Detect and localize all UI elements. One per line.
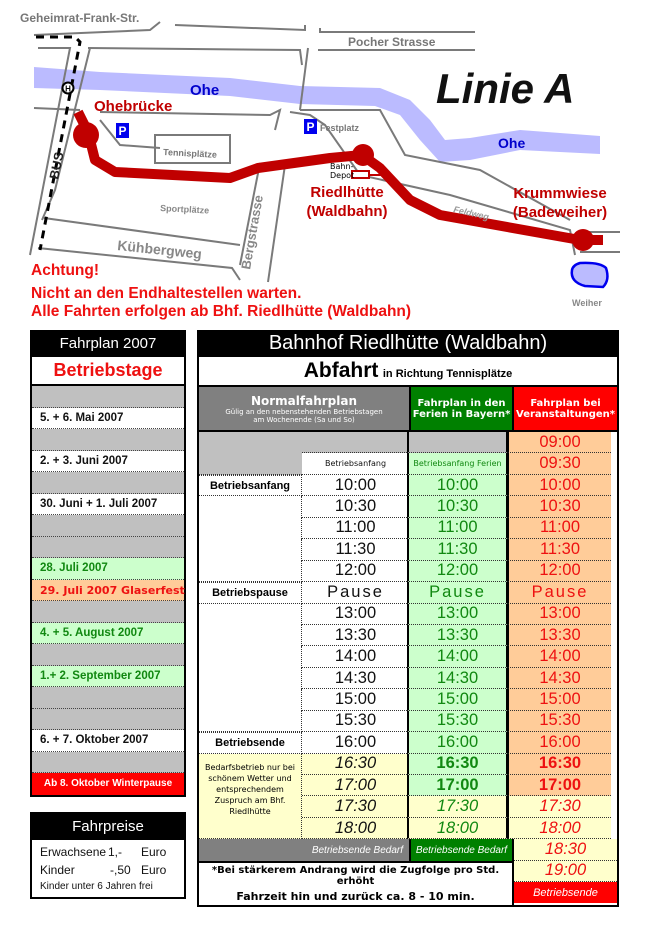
header-holiday-line1: Fahrplan in den — [417, 397, 506, 409]
event-time: 11:00 — [508, 518, 611, 539]
header-holiday — [409, 387, 514, 430]
normal-time: 17:30 — [302, 796, 409, 817]
normal-time: 10:30 — [302, 496, 409, 517]
fares-title: Fahrpreise — [32, 814, 184, 840]
event-time: 09:30 — [508, 453, 611, 474]
event-extra-column — [512, 839, 617, 904]
row-label: Betriebspause — [199, 582, 302, 603]
timetable — [197, 330, 619, 907]
calendar-spacer-row — [32, 644, 184, 666]
event-time: 13:30 — [508, 625, 611, 646]
travel-time: Fahrzeit hin und zurück ca. 8 - 10 min. — [236, 890, 475, 903]
operating-day-row: 1.+ 2. September 2007 — [32, 666, 184, 688]
fare-adult-label: Erwachsene — [40, 845, 107, 859]
operating-day-row: Ab 8. Oktober Winterpause — [32, 773, 184, 795]
calendar-spacer-row — [32, 386, 184, 408]
station-krummwiese-marker — [572, 229, 594, 251]
normal-time: 15:30 — [302, 711, 409, 732]
station-riedl-label-1: Riedlhütte — [310, 184, 384, 201]
warning-title: Achtung! — [31, 262, 100, 279]
operating-days-table — [30, 330, 186, 797]
demand-end-normal: Betriebsende Bedarf — [199, 839, 409, 860]
station-krumm-label-1: Krummwiese — [513, 185, 607, 202]
bus-label: BUS — [46, 150, 67, 181]
event-end-label: Betriebsende — [514, 882, 617, 903]
event-time-1900: 19:00 — [514, 861, 617, 882]
fares-box — [30, 812, 186, 899]
svg-text:P: P — [118, 124, 127, 138]
warning-line-2: Alle Fahrten erfolgen ab Bhf. Riedlhütte (Waldbahn) — [31, 303, 412, 320]
normal-time — [302, 432, 409, 453]
timetable-row — [199, 453, 617, 474]
event-time: 11:30 — [508, 539, 611, 560]
timetable-footer — [199, 839, 617, 904]
holiday-time — [407, 432, 508, 453]
timetable-notes — [199, 839, 512, 904]
row-label — [199, 689, 302, 710]
event-time: 13:00 — [508, 604, 611, 625]
event-time-1830: 18:30 — [514, 839, 617, 860]
holiday-time: 17:00 — [407, 775, 508, 796]
holiday-time: 11:00 — [407, 518, 508, 539]
event-time: 09:00 — [508, 432, 611, 453]
fare-child — [32, 861, 184, 879]
row-label — [199, 539, 302, 560]
fare-child-currency: Euro — [141, 863, 167, 877]
calendar-spacer-row — [32, 515, 184, 537]
header-event — [514, 387, 617, 430]
event-time: 17:00 — [508, 775, 611, 796]
timetable-row — [199, 432, 617, 453]
place-sport: Sportplätze — [159, 203, 210, 216]
timetable-row — [199, 539, 617, 560]
holiday-time: 13:30 — [407, 625, 508, 646]
calendar-spacer-row — [32, 687, 184, 709]
calendar-spacer-row — [32, 472, 184, 494]
normal-time: Pause — [302, 582, 409, 603]
holiday-time: 10:00 — [407, 475, 508, 496]
river-label-2: Ohe — [498, 135, 526, 151]
station-ohebruecke-marker — [73, 122, 99, 148]
warning-line-1: Nicht an den Endhaltestellen warten. — [31, 285, 302, 302]
timetable-row — [199, 625, 617, 646]
holiday-time: 14:00 — [407, 646, 508, 667]
timetable-body — [199, 432, 617, 839]
row-label: Betriebsanfang — [199, 475, 302, 496]
holiday-time: 11:30 — [407, 539, 508, 560]
normal-time: 11:30 — [302, 539, 409, 560]
station-ohebruecke-label: Ohebrücke — [94, 98, 173, 115]
operating-day-row: 5. + 6. Mai 2007 — [32, 408, 184, 430]
timetable-row — [199, 604, 617, 625]
timetable-header-row — [199, 387, 617, 432]
row-label — [199, 711, 302, 732]
street-kuehberg: Kühbergweg — [116, 237, 203, 262]
departure-heading — [199, 357, 617, 387]
row-label: Betriebsende — [199, 732, 302, 753]
normal-time: 18:00 — [302, 818, 409, 839]
place-festplatz: Festplatz — [320, 123, 360, 133]
holiday-time: 12:00 — [407, 561, 508, 582]
row-label — [199, 561, 302, 582]
event-time: 16:30 — [508, 754, 611, 775]
fare-child-label: Kinder — [40, 863, 75, 877]
header-holiday-line2: Ferien in Bayern* — [412, 408, 511, 420]
header-event-line1: Fahrplan bei — [530, 397, 601, 409]
pond-weiher — [572, 263, 608, 287]
calendar-spacer-row — [32, 601, 184, 623]
event-time: Pause — [508, 582, 611, 603]
street-geheimrat: Geheimrat-Frank-Str. — [20, 11, 140, 25]
operating-day-row: 4. + 5. August 2007 — [32, 623, 184, 645]
station-krumm-label-2: (Badeweiher) — [512, 204, 608, 221]
holiday-time: Betriebsanfang Ferien — [407, 453, 508, 474]
depot-label-1: Bahn- — [330, 162, 354, 171]
street-berg: Bergstrasse — [238, 193, 267, 271]
timetable-row — [199, 518, 617, 539]
event-time: 10:30 — [508, 496, 611, 517]
depot-label-2: Depot — [330, 171, 355, 180]
calendar-subtitle: Betriebstage — [32, 357, 184, 386]
calendar-spacer-row — [32, 752, 184, 774]
bus-stop-letter: H — [65, 84, 71, 94]
holiday-time: 15:00 — [407, 689, 508, 710]
normal-time: 17:00 — [302, 775, 409, 796]
timetable-row — [199, 496, 617, 517]
normal-time: 13:30 — [302, 625, 409, 646]
row-label — [199, 625, 302, 646]
street-feldweg: Feldweg — [452, 204, 490, 223]
event-time: 14:30 — [508, 668, 611, 689]
normal-time: 16:00 — [302, 732, 409, 753]
fare-child-price: -,50 — [110, 863, 131, 877]
holiday-time: 13:00 — [407, 604, 508, 625]
event-time: 14:00 — [508, 646, 611, 667]
operating-day-row: 28. Juli 2007 — [32, 558, 184, 580]
timetable-row — [199, 668, 617, 689]
event-time: 12:00 — [508, 561, 611, 582]
holiday-time: 18:00 — [407, 818, 508, 839]
fare-adult-price: 1,- — [108, 845, 123, 859]
operating-day-row: 6. + 7. Oktober 2007 — [32, 730, 184, 752]
demand-end-row — [199, 839, 512, 860]
line-title: Linie A — [436, 65, 575, 112]
holiday-time: 15:30 — [407, 711, 508, 732]
timetable-row — [199, 475, 617, 496]
timetable-row — [199, 732, 617, 753]
row-label — [199, 668, 302, 689]
operating-day-row: 2. + 3. Juni 2007 — [32, 451, 184, 473]
demand-end-holiday: Betriebsende Bedarf — [409, 839, 512, 860]
departure-label: Abfahrt — [303, 359, 379, 382]
calendar-spacer-row — [32, 537, 184, 559]
operating-day-row: 29. Juli 2007 Glaserfest — [32, 580, 184, 602]
normal-time: 16:30 — [302, 754, 409, 775]
place-weiher: Weiher — [572, 298, 602, 308]
holiday-time: 10:30 — [407, 496, 508, 517]
header-normal — [199, 387, 409, 430]
row-label — [199, 453, 302, 474]
fare-adult-currency: Euro — [141, 845, 167, 859]
timetable-row — [199, 689, 617, 710]
holiday-time: 17:30 — [407, 796, 508, 817]
svg-text:P: P — [306, 120, 315, 134]
event-time: 17:30 — [508, 796, 611, 817]
holiday-time: 16:30 — [407, 754, 508, 775]
station-riedl-label-2: (Waldbahn) — [306, 203, 388, 220]
station-riedlhuette-marker — [352, 144, 374, 166]
header-normal-sub2: am Wochenende (Sa und So) — [253, 415, 355, 424]
timetable-row — [199, 561, 617, 582]
footnote: *Bei stärkerem Andrang wird die Zugfolge pro Std. erhöht — [211, 864, 500, 887]
row-label — [199, 518, 302, 539]
header-normal-sub1: Gülig an den nebenstehenden Betriebstagen — [225, 407, 383, 416]
row-label — [199, 496, 302, 517]
normal-time: 14:00 — [302, 646, 409, 667]
normal-time: 13:00 — [302, 604, 409, 625]
holiday-time: 16:00 — [407, 732, 508, 753]
fare-note: Kinder unter 6 Jahren frei — [40, 881, 153, 892]
header-normal-title: Normalfahrplan — [250, 393, 358, 408]
calendar-title: Fahrplan 2007 — [32, 330, 184, 357]
event-time: 15:30 — [508, 711, 611, 732]
timetable-row — [199, 582, 617, 603]
timetable-row — [199, 711, 617, 732]
event-time: 15:00 — [508, 689, 611, 710]
normal-time: 11:00 — [302, 518, 409, 539]
timetable-title: Bahnhof Riedlhütte (Waldbahn) — [199, 330, 617, 357]
direction-label: in Richtung Tennisplätze — [382, 368, 513, 380]
normal-time: 12:00 — [302, 561, 409, 582]
fare-adult — [32, 843, 184, 861]
row-label — [199, 646, 302, 667]
river-label-1: Ohe — [190, 82, 220, 99]
normal-time: 15:00 — [302, 689, 409, 710]
row-label — [199, 432, 302, 453]
calendar-spacer-row — [32, 709, 184, 731]
header-event-line2: Veranstaltungen* — [516, 408, 615, 420]
notes-block — [199, 861, 512, 905]
demand-note: Bedarfsbetrieb nur bei schönem Wetter und entsprechendem Zuspruch am Bhf. Riedlhütte — [199, 754, 302, 839]
row-label — [199, 604, 302, 625]
holiday-time: Pause — [407, 582, 508, 603]
normal-time: 14:30 — [302, 668, 409, 689]
holiday-time: 14:30 — [407, 668, 508, 689]
timetable-row — [199, 646, 617, 667]
normal-time: 10:00 — [302, 475, 409, 496]
place-tennis: Tennisplätze — [162, 147, 218, 160]
calendar-spacer-row — [32, 429, 184, 451]
street-pocher: Pocher Strasse — [348, 35, 436, 49]
event-time: 16:00 — [508, 732, 611, 753]
operating-day-row: 30. Juni + 1. Juli 2007 — [32, 494, 184, 516]
event-time: 18:00 — [508, 818, 611, 839]
normal-time: Betriebsanfang — [302, 453, 409, 474]
depot-box — [352, 171, 369, 178]
event-time: 10:00 — [508, 475, 611, 496]
